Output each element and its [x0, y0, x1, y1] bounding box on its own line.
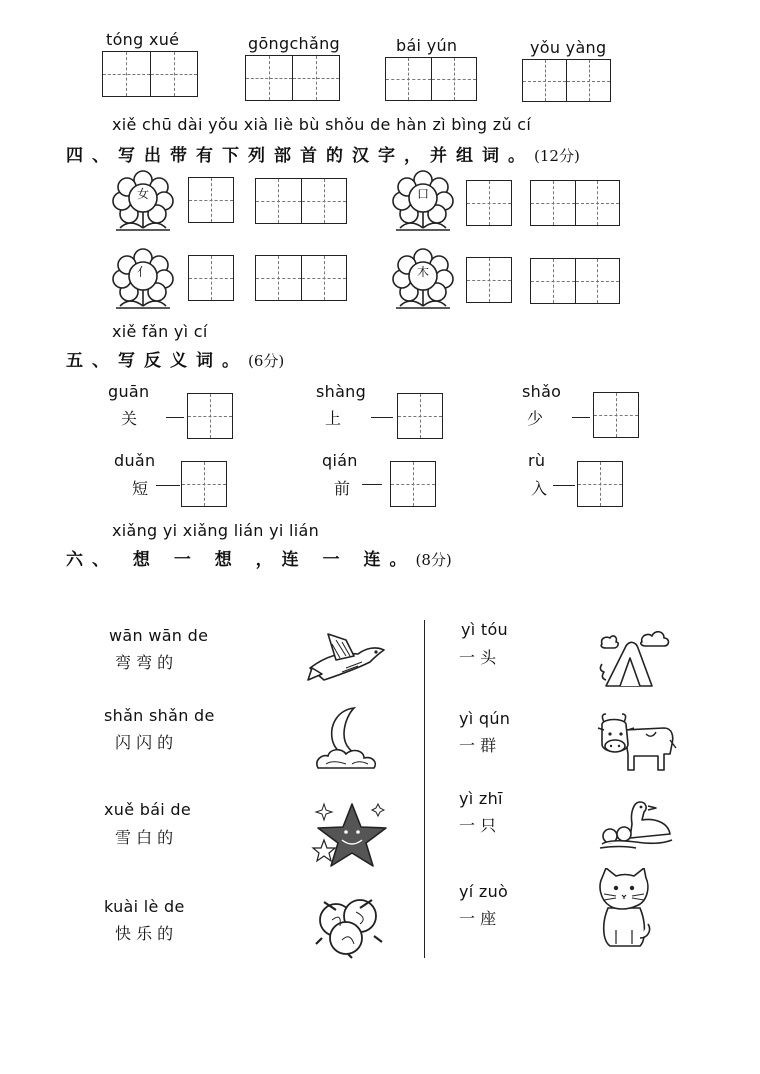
antonym-char: 少 — [527, 409, 544, 428]
left-word-text: 快 乐 的 — [115, 924, 174, 943]
antonym-answer-box[interactable] — [181, 461, 227, 507]
antonym-char: 入 — [531, 479, 548, 498]
antonym-answer-box[interactable] — [593, 392, 639, 438]
radical-label: 口 — [416, 187, 429, 201]
section5-title: 五、写反义词。(6分) — [66, 351, 285, 371]
right-word-text: 一 座 — [459, 909, 497, 928]
section5-pinyin: xiě fǎn yì cí — [112, 322, 208, 341]
antonym-answer-box[interactable] — [390, 461, 436, 507]
cow-icon[interactable] — [594, 710, 678, 774]
radical-label: 亻 — [136, 265, 149, 279]
antonym-char: 前 — [334, 479, 351, 498]
antonym-char: 上 — [325, 409, 342, 428]
antonym-pinyin: qián — [322, 451, 358, 470]
flower-radical-mu — [388, 246, 458, 316]
right-word-text: 一 只 — [459, 816, 497, 835]
writing-grid[interactable] — [466, 180, 512, 226]
cotton-icon[interactable] — [312, 892, 386, 960]
left-word-pinyin: kuài lè de — [104, 897, 185, 916]
dash — [362, 484, 382, 485]
antonym-pinyin: shàng — [316, 382, 367, 401]
star-icon[interactable] — [310, 800, 390, 868]
flower-icon — [108, 246, 178, 316]
dash — [166, 417, 184, 418]
mountain-icon[interactable] — [596, 624, 676, 690]
writing-grid[interactable] — [245, 55, 340, 101]
writing-grid[interactable] — [255, 178, 347, 224]
left-word-pinyin: shǎn shǎn de — [104, 706, 215, 725]
antonym-pinyin: shǎo — [522, 382, 562, 401]
dash — [371, 417, 393, 418]
right-word-pinyin: yì zhī — [459, 789, 503, 808]
writing-grid[interactable] — [255, 255, 347, 301]
pinyin-tong-xue: tóng xué — [106, 30, 180, 49]
left-word-pinyin: wān wān de — [109, 626, 209, 645]
pinyin-you-yang: yǒu yàng — [530, 38, 607, 57]
left-word-text: 雪 白 的 — [115, 828, 174, 847]
flower-icon — [388, 168, 458, 238]
right-word-pinyin: yì tóu — [461, 620, 509, 639]
pinyin-bai-yun: bái yún — [396, 36, 458, 55]
bird-icon[interactable] — [306, 628, 388, 684]
right-word-pinyin: yì qún — [459, 709, 511, 728]
section4-title: 四、写出带有下列部首的汉字，并组词。(12分) — [66, 146, 580, 166]
radical-label: 女 — [136, 187, 149, 201]
left-word-text: 闪 闪 的 — [115, 733, 174, 752]
flower-radical-nv — [108, 168, 178, 238]
right-word-text: 一 头 — [459, 648, 497, 667]
cat-icon[interactable] — [596, 868, 656, 950]
section6-title: 六、 想 一 想 ，连 一 连。(8分) — [66, 550, 452, 570]
left-word-text: 弯 弯 的 — [115, 653, 174, 672]
section4-pinyin: xiě chū dài yǒu xià liè bù shǒu de hàn zì bìng zǔ cí — [112, 115, 532, 134]
writing-grid[interactable] — [466, 257, 512, 303]
flower-radical-kou — [388, 168, 458, 238]
writing-grid[interactable] — [530, 180, 620, 226]
flower-icon — [108, 168, 178, 238]
right-word-pinyin: yí zuò — [459, 882, 509, 901]
section6-pinyin: xiǎng yi xiǎng lián yi lián — [112, 521, 320, 540]
left-word-pinyin: xuě bái de — [104, 800, 192, 819]
antonym-char: 关 — [121, 409, 138, 428]
flower-icon — [388, 246, 458, 316]
dash — [553, 485, 575, 486]
antonym-char: 短 — [132, 479, 149, 498]
writing-grid[interactable] — [530, 258, 620, 304]
column-divider — [424, 620, 425, 958]
antonym-answer-box[interactable] — [397, 393, 443, 439]
antonym-answer-box[interactable] — [577, 461, 623, 507]
antonym-answer-box[interactable] — [187, 393, 233, 439]
writing-grid[interactable] — [188, 255, 234, 301]
radical-label: 木 — [416, 265, 429, 279]
writing-grid[interactable] — [385, 57, 477, 101]
antonym-pinyin: guān — [108, 382, 150, 401]
dash — [572, 417, 590, 418]
dash — [156, 485, 180, 486]
pinyin-gong-chang: gōngchǎng — [248, 34, 340, 53]
writing-grid[interactable] — [188, 177, 234, 223]
ducks-icon[interactable] — [596, 794, 676, 852]
writing-grid[interactable] — [522, 59, 611, 102]
right-word-text: 一 群 — [459, 736, 497, 755]
moon-icon[interactable] — [312, 702, 392, 774]
flower-radical-ren — [108, 246, 178, 316]
antonym-pinyin: rù — [528, 451, 546, 470]
writing-grid[interactable] — [102, 51, 198, 97]
antonym-pinyin: duǎn — [114, 451, 156, 470]
